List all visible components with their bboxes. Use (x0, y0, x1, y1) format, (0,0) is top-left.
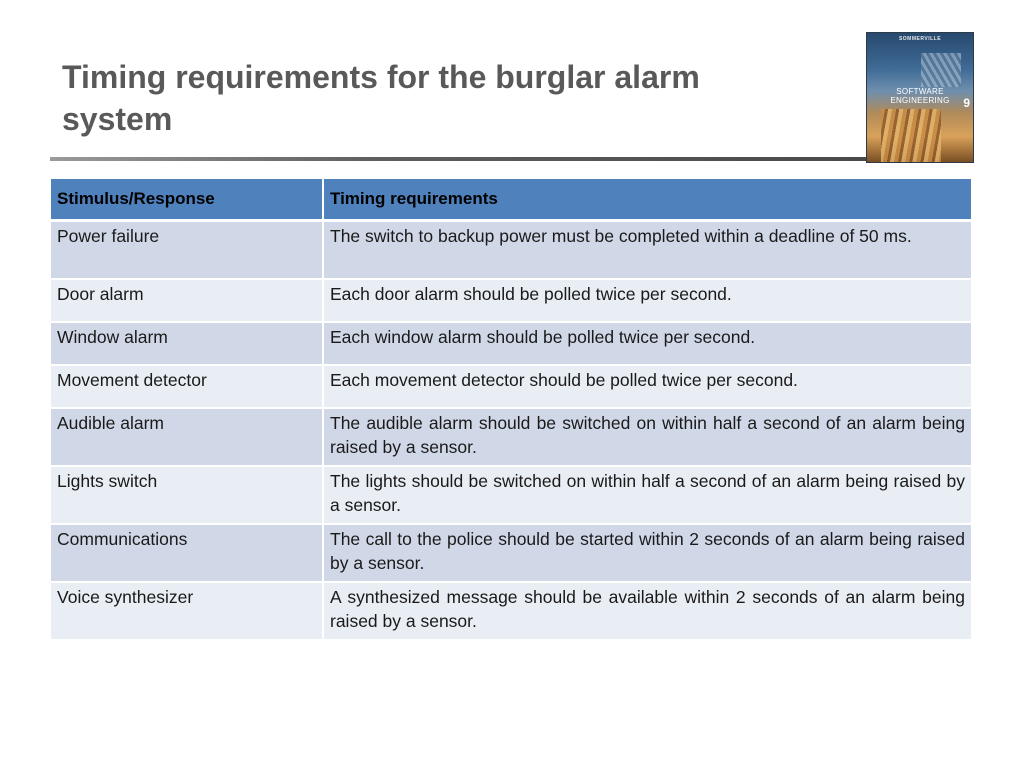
table-row (51, 525, 973, 583)
table-row (51, 409, 973, 467)
table-header-row (51, 179, 973, 222)
title-line-1: Timing requirements for the burglar alarm (62, 59, 700, 95)
title-divider (50, 157, 870, 161)
page-title (62, 56, 822, 140)
book-cover-image (866, 32, 974, 163)
book-author: SOMMERVILLE (898, 36, 942, 42)
timing-cell: Each door alarm should be polled twice per second. (324, 280, 973, 323)
table-row (51, 583, 973, 641)
timing-cell: Each window alarm should be polled twice per second. (324, 323, 973, 366)
table-row (51, 280, 973, 323)
timing-cell: The switch to backup power must be completed within a deadline of 50 ms. (324, 222, 973, 280)
book-title: SOFTWARE ENGINEERING (890, 87, 950, 105)
table-row (51, 467, 973, 525)
stimulus-cell: Window alarm (51, 323, 324, 366)
stimulus-cell: Lights switch (51, 467, 324, 525)
header-timing-requirements: Timing requirements (324, 179, 973, 222)
stimulus-cell: Audible alarm (51, 409, 324, 467)
stimulus-cell: Movement detector (51, 366, 324, 409)
stimulus-cell: Communications (51, 525, 324, 583)
timing-cell: The audible alarm should be switched on within half a second of an alarm being raised by a sensor. (324, 409, 973, 467)
stimulus-cell: Voice synthesizer (51, 583, 324, 641)
timing-cell: Each movement detector should be polled twice per second. (324, 366, 973, 409)
title-line-2: system (62, 101, 173, 137)
stimulus-cell: Power failure (51, 222, 324, 280)
timing-cell: The lights should be switched on within half a second of an alarm being raised by a sensor. (324, 467, 973, 525)
stimulus-cell: Door alarm (51, 280, 324, 323)
book-edition: 9 (963, 96, 970, 110)
cover-sky-detail (921, 53, 961, 87)
table-row (51, 366, 973, 409)
timing-requirements-table (51, 179, 973, 641)
cover-building-detail (881, 109, 941, 162)
table-row (51, 222, 973, 280)
header-stimulus-response: Stimulus/Response (51, 179, 324, 222)
table-row (51, 323, 973, 366)
timing-cell: A synthesized message should be available within 2 seconds of an alarm being raised by a sensor. (324, 583, 973, 641)
timing-cell: The call to the police should be started within 2 seconds of an alarm being raised by a sensor. (324, 525, 973, 583)
